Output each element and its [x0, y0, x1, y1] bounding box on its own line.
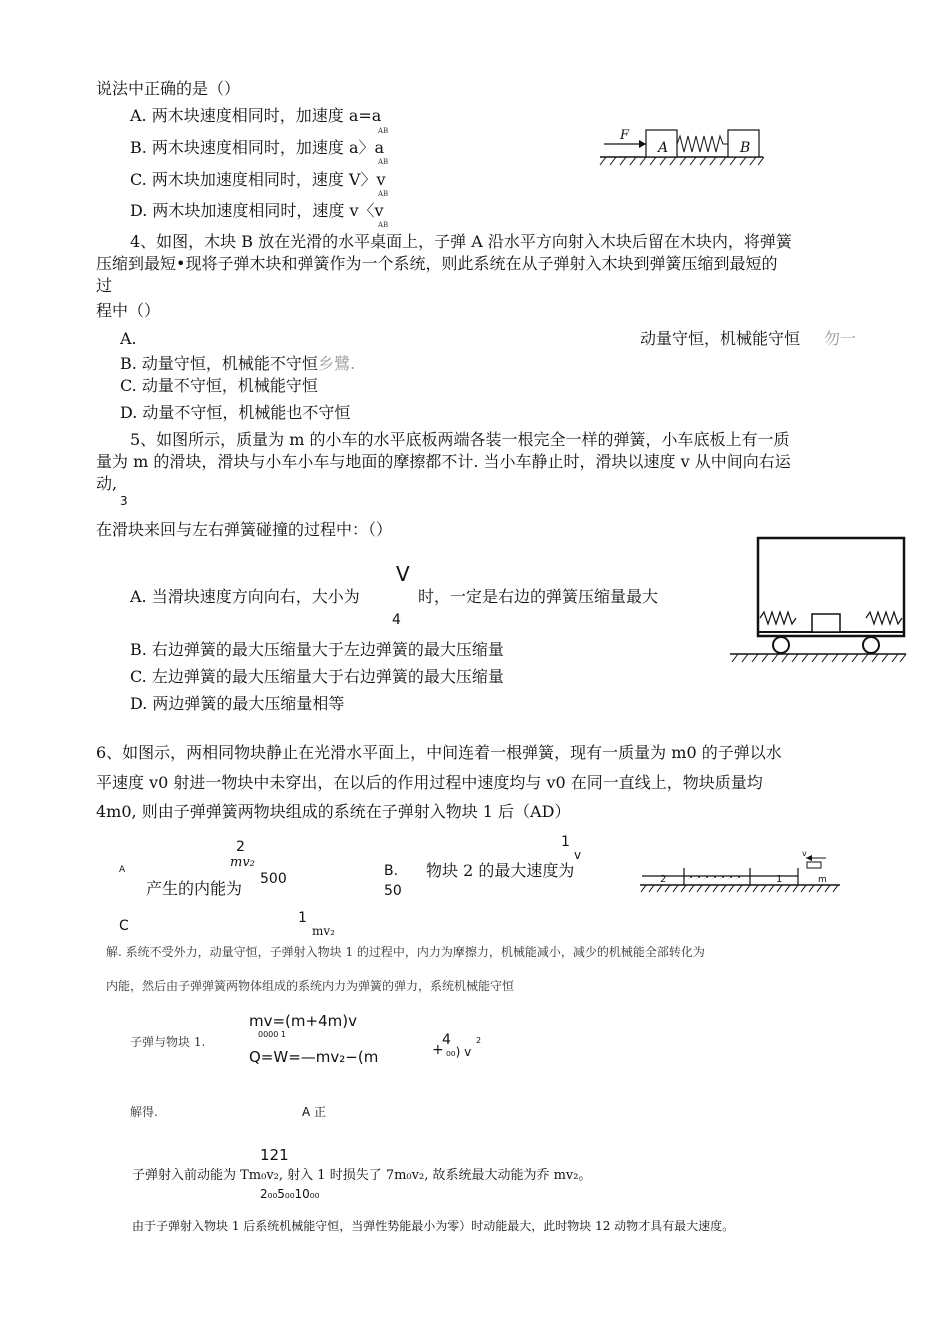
q4-stem-line3: 过: [96, 276, 113, 295]
solution-frac-num: 121: [260, 1146, 289, 1164]
q4-stem-line4: 程中（）: [96, 301, 161, 320]
q4-option-a-text: 动量守恒，机械能守恒: [640, 329, 801, 348]
q3-block-b-label: B: [740, 140, 751, 156]
q5-stem-line4: 在滑块来回与左右弹簧碰撞的过程中：（）: [96, 520, 393, 539]
q6-option-a-mv: mv₂: [230, 855, 255, 870]
solution-eq2-sup: 2: [476, 1036, 482, 1045]
q5-stem-line3: 动,: [96, 474, 118, 493]
q6-option-a-text: 产生的内能为: [146, 879, 243, 898]
q5-option-d: D. 两边弹簧的最大压缩量相等: [130, 694, 345, 713]
q6-option-b-num: 1: [561, 834, 570, 850]
q3-option-b-sub: AB: [378, 158, 389, 166]
q5-option-a-post: 时，一定是右边的弹簧压缩量最大: [418, 587, 659, 606]
q5-option-c: C. 左边弹簧的最大压缩量大于右边弹簧的最大压缩量: [130, 667, 504, 686]
q4-option-a-label: A.: [120, 329, 137, 348]
q4-option-d: D. 动量不守恒，机械能也不守恒: [120, 403, 351, 422]
q3-option-c: C. 两木块加速度相同时，速度 V〉v: [130, 170, 386, 189]
q6-option-a-den: 500: [260, 871, 287, 887]
solution-eq1-sub: 0000 1: [258, 1030, 286, 1039]
q6-fig-velocity-label: v: [802, 849, 807, 858]
q3-force-label: F: [620, 128, 630, 143]
q5-stem-line1: 5、如图所示，质量为 m 的小车的水平底板两端各装一根完全一样的弹簧，小车底板上有一质: [130, 430, 790, 449]
q6-option-c-label: C: [119, 918, 129, 934]
q6-option-b-v: v: [574, 848, 582, 862]
q3-stem: 说法中正确的是（）: [96, 79, 241, 98]
q3-option-c-sub: AB: [378, 190, 389, 198]
q6-fig-bullet-label: m: [818, 875, 827, 885]
q5-option-a-pre: A. 当滑块速度方向向右，大小为: [130, 587, 360, 606]
solution-line1: 解. 系统不受外力，动量守恒，子弹射入物块 1 的过程中，内力为摩擦力，机械能减小，减少的机械能全部转化为: [106, 945, 705, 959]
q3-block-a-label: A: [658, 140, 669, 156]
q6-option-c-frag: mv₂: [312, 924, 335, 938]
q5-cart-figure: [728, 532, 908, 667]
solution-line4: 由于子弹射入物块 1 后系统机械能守恒，当弹性势能最小为零）时动能最大，此时物块 12 动物才具有最大速度。: [132, 1219, 735, 1233]
q6-stem-line3: 4m0, 则由子弹弹簧两物块组成的系统在子弹射入物块 1 后（AD）: [96, 802, 571, 821]
solution-eq-label: 子弹与物块 1.: [130, 1035, 206, 1049]
q4-option-a-noise: 勿一: [824, 329, 857, 348]
q6-blocks-figure: [638, 846, 844, 896]
q4-option-b: B. 动量守恒，机械能不守恒: [120, 354, 318, 373]
q6-option-b-label: B.: [384, 863, 399, 879]
q6-option-b-text: 物块 2 的最大速度为: [426, 861, 575, 880]
solution-frac-den: 2₀₀5₀₀10₀₀: [260, 1187, 320, 1201]
solution-eq2-tail: ₀₀) v: [446, 1045, 472, 1059]
q5-option-b: B. 右边弹簧的最大压缩量大于左边弹簧的最大压缩量: [130, 640, 504, 659]
q6-stem-line2: 平速度 v0 射进一物块中未穿出，在以后的作用过程中速度均与 v0 在同一直线上，物块质量均: [96, 773, 763, 792]
q3-option-a-sub: AB: [378, 127, 389, 135]
solution-line2: 内能，然后由子弹弹簧两物体组成的系统内力为弹簧的弹力，系统机械能守恒: [106, 979, 515, 993]
solution-line3: 子弹射入前动能为 Tm₀v₂, 射入 1 时损失了 7m₀v₂, 故系统最大动能为乔 mv₂。: [132, 1168, 592, 1183]
q5-option-a-frac-num: V: [396, 562, 410, 586]
q5-stem-number: 3: [120, 494, 128, 508]
q6-option-b-den: 50: [384, 883, 402, 899]
q6-option-a-num: 2: [236, 839, 245, 855]
solution-solve-label: 解得.: [130, 1105, 158, 1119]
solution-solve-answer: A 正: [302, 1105, 327, 1119]
q6-fig-block1-label: 1: [776, 874, 783, 885]
solution-eq2-four: 4: [442, 1032, 451, 1048]
q6-fig-block2-label: 2: [660, 874, 667, 885]
q4-stem-line1: 4、如图，木块 B 放在光滑的水平桌面上，子弹 A 沿水平方向射入木块后留在木块内，将弹簧: [130, 232, 792, 251]
q4-stem-line2: 压缩到最短•现将子弹木块和弹簧作为一个系统，则此系统在从子弹射入木块到弹簧压缩到最短的: [96, 254, 778, 273]
solution-eq2-plus: +: [432, 1042, 444, 1058]
q3-option-d: D. 两木块加速度相同时，速度 v〈v: [130, 201, 384, 220]
solution-eq2: Q=W=—mv₂−(m: [249, 1048, 379, 1066]
q6-stem-line1: 6、如图示，两相同物块静止在光滑水平面上，中间连着一根弹簧，现有一质量为 m0 的子弹以水: [96, 743, 782, 762]
q4-option-c: C. 动量不守恒，机械能守恒: [120, 376, 318, 395]
q3-option-b: B. 两木块速度相同时，加速度 a〉a: [130, 138, 385, 157]
q5-option-a-frac-den: 4: [392, 612, 401, 628]
q5-stem-line2: 量为 m 的滑块，滑块与小车小车与地面的摩擦都不计. 当小车静止时，滑块以速度 v 从中间向右运: [96, 452, 791, 471]
solution-eq1: mv=(m+4m)v: [249, 1012, 357, 1030]
q6-option-a-label: A: [119, 865, 126, 875]
q3-option-a: A. 两木块速度相同时，加速度 a=a: [130, 106, 382, 125]
q6-option-c-num: 1: [298, 910, 307, 926]
q4-option-b-noise: 乡鷺.: [318, 354, 356, 373]
q3-option-d-sub: AB: [378, 221, 389, 229]
